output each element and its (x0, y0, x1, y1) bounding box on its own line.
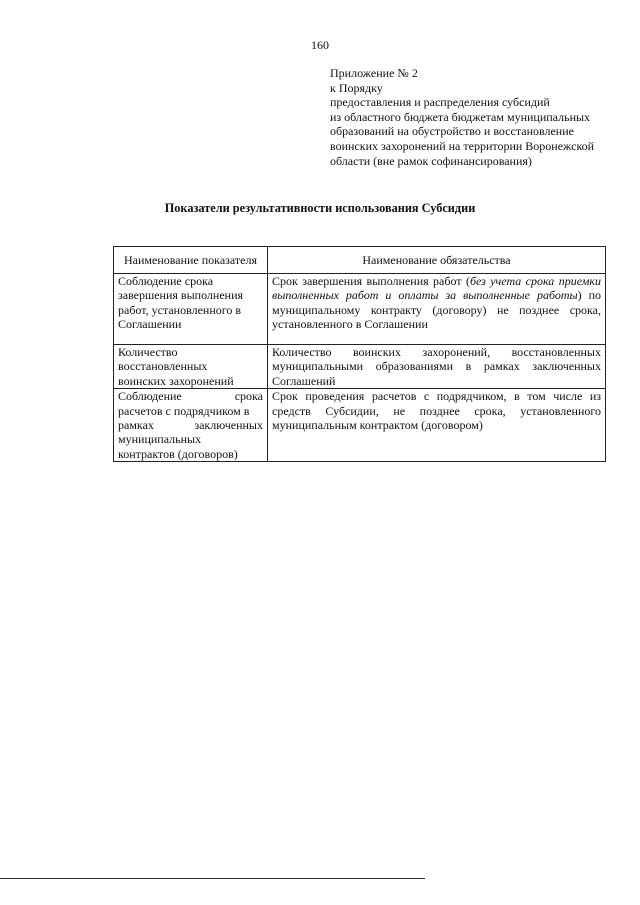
obligation-cell (268, 389, 606, 462)
indicator-cell (114, 389, 268, 462)
table-row (114, 345, 606, 389)
table-row (114, 274, 606, 345)
appendix-line: предоставления и распределения субсидий (330, 95, 550, 110)
indicator-line: муниципальных (118, 432, 202, 447)
obligation-text-end: ) по муниципальному контракту (договору) не позднее срока, установленного в Соглашении (272, 288, 601, 332)
indicator-line: завершения выполнения (118, 288, 244, 303)
indicator-line: расчетов с подрядчиком в (118, 403, 250, 418)
indicator-line: контрактов (договоров) (118, 446, 238, 461)
appendix-line: воинских захоронений на территории Воронежской (330, 138, 595, 153)
indicator-line: Соблюдение срока (118, 274, 214, 288)
appendix-line: области (вне рамок софинансирования) (330, 153, 532, 168)
indicator-line: Количество (118, 345, 178, 359)
indicator-line: Соглашении (118, 317, 182, 332)
header-obligation-name: Наименование обязательства (268, 247, 606, 274)
obligation-cell (268, 274, 606, 345)
obligation-text: Срок проведения расчетов с подрядчиком, в том числе из средств Субсидии, не позднее срока, установленного муниципальным контрактом (договором) (272, 389, 601, 433)
appendix-line: Приложение № 2 (330, 66, 418, 80)
footer-divider (0, 878, 425, 879)
obligation-italic-text: без учета срока приемки выполненных работ и оплаты за выполненные работы (272, 274, 602, 303)
indicator-cell (114, 274, 268, 345)
indicator-line: работ, установленного в (118, 302, 242, 317)
obligation-cell (268, 345, 606, 389)
appendix-line: из областного бюджета бюджетам муниципальных (330, 109, 591, 124)
indicator-cell (114, 345, 268, 389)
table-row (114, 389, 606, 462)
indicator-line: восстановленных (118, 359, 208, 374)
indicator-line: воинских захоронений (118, 373, 234, 388)
header-indicator-name: Наименование показателя (114, 247, 268, 274)
page-number: 160 (311, 38, 329, 52)
table-header-row (114, 247, 606, 274)
appendix-line: к Порядку (330, 80, 383, 95)
obligation-text: Количество воинских захоронений, восстановленных муниципальными образованиями в рамках заключенных Соглашений (272, 345, 601, 388)
document-title: Показатели результативности использования Субсидии (164, 201, 476, 215)
indicators-table (113, 246, 606, 462)
appendix-header (330, 66, 630, 168)
appendix-line: образований на обустройство и восстановление (330, 124, 574, 139)
indicator-line: Соблюдение срока (118, 389, 263, 404)
indicator-line: рамках заключенных (118, 418, 263, 433)
obligation-text: Срок завершения выполнения работ ( (272, 274, 470, 288)
